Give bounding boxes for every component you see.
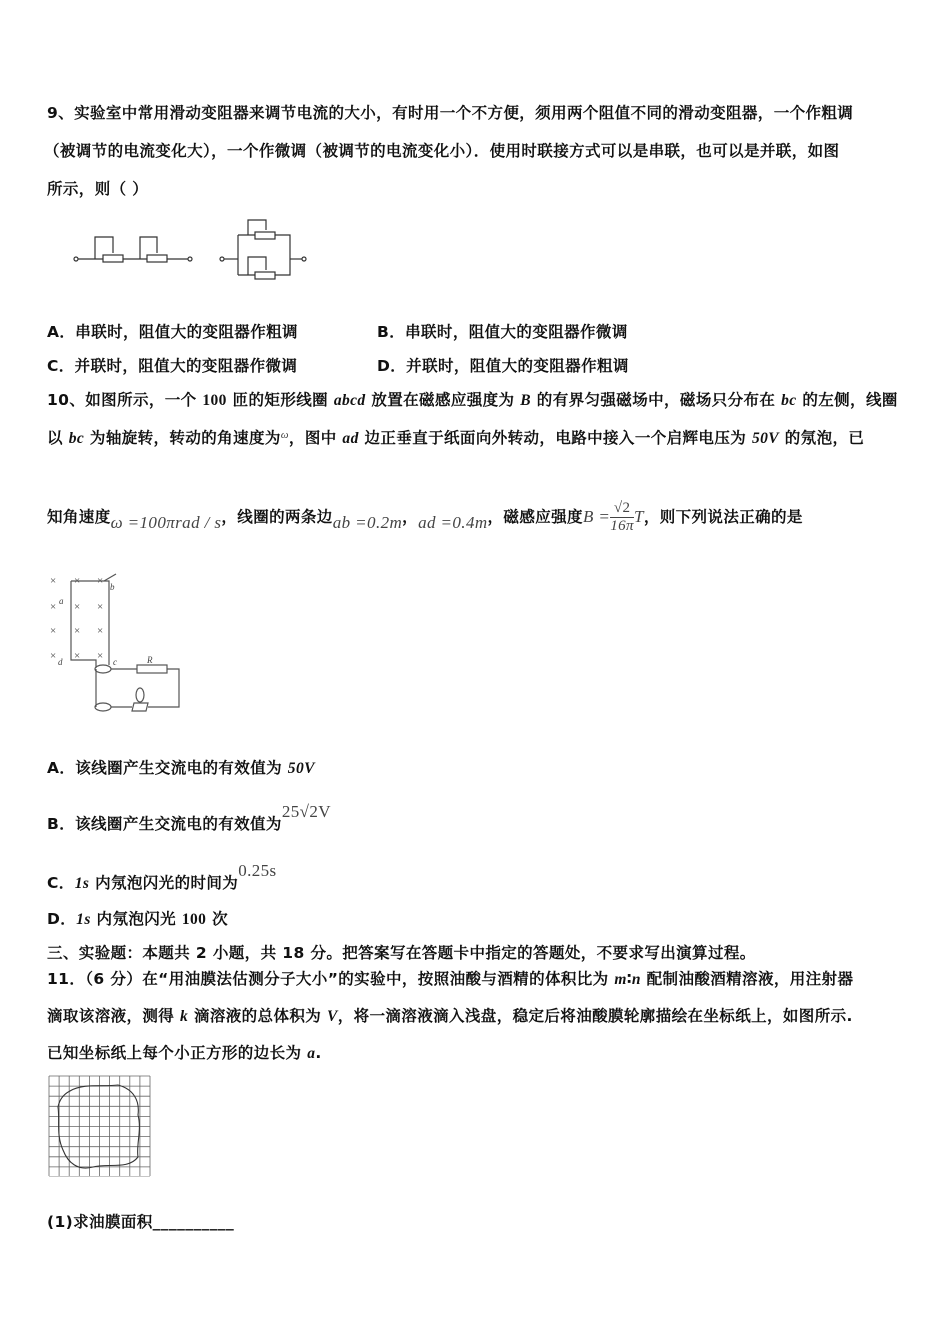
text: 以	[47, 429, 69, 447]
text: 配制油酸酒精溶液，用注射器	[640, 970, 854, 988]
svg-text:×: ×	[50, 575, 57, 587]
text: 边正垂直于纸面向外转动，电路中接入一个启辉电压为	[358, 429, 752, 447]
formula: 0.25s	[238, 861, 277, 880]
svg-text:×: ×	[74, 601, 81, 613]
q9-line1: 9、实验室中常用滑动变阻器来调节电流的大小，有时用一个不方便，须用两个阻值不同的滑动变阻器，一个作粗调	[47, 104, 854, 122]
svg-text:×: ×	[74, 575, 81, 587]
q9-option-d: D．并联时，阻值大的变阻器作粗调	[377, 357, 629, 375]
text: 1s	[74, 875, 90, 892]
q9-option-b: B．串联时，阻值大的变阻器作微调	[377, 323, 628, 341]
text: 次	[206, 910, 229, 928]
text: .	[315, 1044, 322, 1062]
oil-film-grid-figure	[48, 1075, 152, 1177]
text: ，将一滴溶液滴入浅盘，稳定后将油酸膜轮廓描绘在坐标纸上，如图所示.	[337, 1007, 853, 1025]
formula-ab: ab =0.2m	[332, 513, 403, 532]
text: C．	[47, 874, 75, 892]
svg-text:×: ×	[97, 650, 104, 662]
svg-text:×: ×	[97, 575, 104, 587]
text: 的左侧，线圈	[796, 391, 898, 409]
label-b: b	[110, 582, 115, 592]
svg-text:×: ×	[50, 601, 57, 613]
q9-line3: 所示，则（ ）	[47, 180, 149, 198]
text: 50V	[287, 760, 315, 777]
formula-omega: ω =100πrad / s	[110, 513, 222, 532]
q10-line3	[47, 500, 803, 535]
text: ∶	[626, 970, 632, 988]
text: bc	[781, 392, 797, 409]
text: 已知坐标纸上每个小正方形的边长为	[47, 1044, 308, 1062]
text: abcd	[333, 392, 366, 409]
label-d: d	[58, 657, 63, 667]
q9-option-a: A．串联时，阻值大的变阻器作粗调	[47, 323, 298, 341]
label-R: R	[147, 655, 153, 665]
omega-symbol: ω	[280, 429, 289, 441]
text: 1s	[76, 911, 91, 928]
label-c: c	[113, 657, 117, 667]
formula: 25√2V	[281, 802, 331, 821]
text: m	[614, 971, 627, 988]
text: V	[326, 1008, 338, 1025]
text: (1)求油膜面积	[47, 1213, 153, 1231]
text: 知角速度	[47, 508, 111, 526]
svg-text:×: ×	[74, 625, 81, 637]
fraction	[610, 500, 634, 535]
text: a	[307, 1045, 316, 1062]
text: ad	[342, 430, 359, 447]
text: 100	[181, 911, 207, 928]
text: ，线圈的两条边	[221, 508, 333, 526]
text: 放置在磁感应强度为	[365, 391, 521, 409]
text: ，磁感应强度	[487, 508, 583, 526]
unit-T: T	[633, 507, 644, 526]
text: D．	[47, 910, 77, 928]
rheostat-circuits-figure	[70, 215, 320, 285]
text: B	[520, 392, 532, 409]
numerator: √2	[610, 500, 634, 518]
q9-line2: （被调节的电流变化大），一个作微调（被调节的电流变化小）．使用时联接方式可以是串联，也可以是并联，如图	[44, 142, 840, 160]
text: 的有界匀强磁场中，磁场只分布在	[531, 391, 782, 409]
text: bc	[68, 430, 85, 447]
svg-text:×: ×	[74, 650, 81, 662]
text: 11．（6 分）在“用油膜法估测分子大小”的实验中，按照油酸与酒精的体积比为	[47, 970, 615, 988]
q11-sub1	[47, 1210, 234, 1232]
text: 滴溶液的总体积为	[188, 1007, 327, 1025]
text: n	[631, 971, 641, 988]
text: 为轴旋转，转动的角速度为	[84, 429, 281, 447]
text: k	[180, 1008, 189, 1025]
svg-text:×: ×	[50, 650, 57, 662]
text: 匝的矩形线圈	[226, 391, 334, 409]
section-3-heading: 三、实验题：本题共 2 小题，共 18 分。把答案写在答题卡中指定的答题处，不要求写出演算过程。	[47, 944, 756, 962]
q10-option-c	[47, 861, 277, 893]
q10-line1	[47, 388, 898, 410]
text: ，	[402, 508, 419, 526]
q9-option-c: C．并联时，阻值大的变阻器作微调	[47, 357, 298, 375]
text: 滴取该溶液，测得	[47, 1007, 180, 1025]
q11-line2	[47, 1004, 853, 1026]
text: 的氖泡，已	[778, 429, 865, 447]
text: A．该线圈产生交流电的有效值为	[47, 759, 288, 777]
text: 10、如图所示，一个	[47, 391, 203, 409]
q11-line1	[47, 967, 853, 989]
svg-text:×: ×	[97, 601, 104, 613]
formula-ad: ad =0.4m	[418, 513, 488, 532]
q10-option-b	[47, 802, 331, 834]
label-a: a	[59, 596, 64, 606]
svg-text:×: ×	[97, 625, 104, 637]
text: B．该线圈产生交流电的有效值为	[47, 815, 282, 833]
text: 100	[202, 392, 227, 409]
q10-option-a	[47, 756, 315, 778]
text: ，图中	[288, 429, 343, 447]
answer-blank[interactable]: __________	[152, 1213, 235, 1231]
q11-line3	[47, 1041, 322, 1063]
formula-B: B =	[582, 507, 611, 526]
q10-option-d	[47, 907, 228, 929]
svg-text:×: ×	[50, 625, 57, 637]
coil-circuit-figure	[44, 568, 194, 718]
q10-line2	[47, 426, 864, 448]
text: ，则下列说法正确的是	[643, 508, 803, 526]
text: 内氖泡闪光的时间为	[89, 874, 239, 892]
denominator: 16π	[610, 518, 634, 534]
text: 50V	[751, 430, 779, 447]
text: 内氖泡闪光	[90, 910, 182, 928]
